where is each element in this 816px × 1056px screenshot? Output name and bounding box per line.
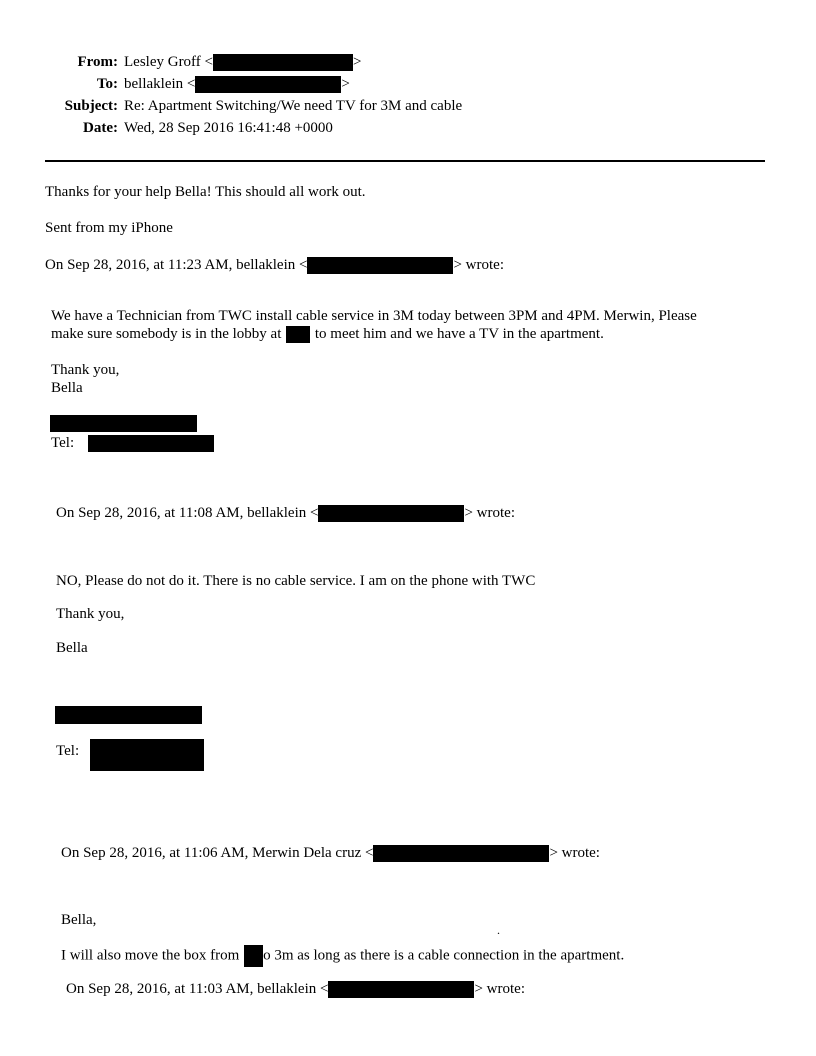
date-value: Wed, 28 Sep 2016 16:41:48 +0000 — [124, 120, 333, 136]
redacted-signature — [50, 415, 197, 432]
redacted-email — [307, 257, 453, 274]
move-box-line — [61, 945, 624, 967]
quote-header-3-prefix: On Sep 28, 2016, at 11:06 AM, Merwin Dela cruz < — [61, 845, 374, 861]
quote-header-2-suffix: > wrote: — [464, 505, 515, 521]
quote-header-3-suffix: > wrote: — [549, 845, 600, 861]
subject-label: Subject: — [64, 98, 118, 114]
to-value — [124, 75, 350, 93]
from-value — [124, 53, 361, 71]
thanks-2: Thank you, — [56, 606, 125, 622]
redacted-signature — [55, 706, 202, 724]
header-divider — [45, 160, 765, 162]
thanks-1: Thank you, — [51, 362, 120, 378]
tech-line-2-prefix: make sure somebody is in the lobby at — [51, 326, 282, 342]
move-box-prefix: I will also move the box from — [61, 947, 240, 964]
greeting-bella: Bella, — [61, 912, 97, 928]
sent-from: Sent from my iPhone — [45, 220, 173, 236]
quote-header-1-prefix: On Sep 28, 2016, at 11:23 AM, bellaklein < — [45, 257, 308, 273]
redacted-location — [244, 945, 263, 967]
signature-name-1: Bella — [51, 380, 83, 396]
quote-header-1 — [45, 256, 504, 274]
from-label: From: — [77, 54, 118, 70]
quote-header-2-prefix: On Sep 28, 2016, at 11:08 AM, bellaklein < — [56, 505, 319, 521]
stray-dot: . — [497, 923, 500, 937]
quote-header-1-suffix: > wrote: — [453, 257, 504, 273]
redacted-email — [373, 845, 549, 862]
reply-text: Thanks for your help Bella! This should all work out. — [45, 184, 366, 200]
redacted-phone — [90, 739, 204, 771]
quote-header-4 — [66, 980, 525, 998]
tech-line-1: We have a Technician from TWC install cable service in 3M today between 3PM and 4PM. Merwin, Please — [51, 308, 697, 324]
quote-header-3 — [61, 844, 600, 862]
quote-header-2 — [56, 504, 515, 522]
tech-line-2-suffix: to meet him and we have a TV in the apartment. — [314, 326, 604, 342]
redacted-email — [195, 76, 341, 93]
date-label: Date: — [83, 120, 118, 136]
redacted-email — [213, 54, 353, 71]
subject-value: Re: Apartment Switching/We need TV for 3M and cable — [124, 98, 463, 114]
quote-header-4-suffix: > wrote: — [474, 981, 525, 997]
redacted-email — [318, 505, 464, 522]
to-label: To: — [96, 76, 118, 92]
redacted-phone — [88, 435, 214, 452]
signature-name-2: Bella — [56, 640, 88, 656]
tel-label-1: Tel: — [51, 435, 75, 451]
no-cable-line: NO, Please do not do it. There is no cable service. I am on the phone with TWC — [56, 573, 536, 589]
move-box-suffix: o 3m as long as there is a cable connection in the apartment. — [263, 947, 625, 964]
redacted-email — [328, 981, 474, 998]
from-close: > — [353, 54, 362, 70]
from-name: Lesley Groff < — [124, 54, 213, 70]
tech-line-2 — [51, 325, 604, 343]
to-close: > — [341, 76, 350, 92]
redacted-address — [286, 326, 310, 343]
to-name: bellaklein < — [124, 76, 196, 92]
tel-label-2: Tel: — [56, 743, 80, 759]
quote-header-4-prefix: On Sep 28, 2016, at 11:03 AM, bellaklein < — [66, 981, 329, 997]
